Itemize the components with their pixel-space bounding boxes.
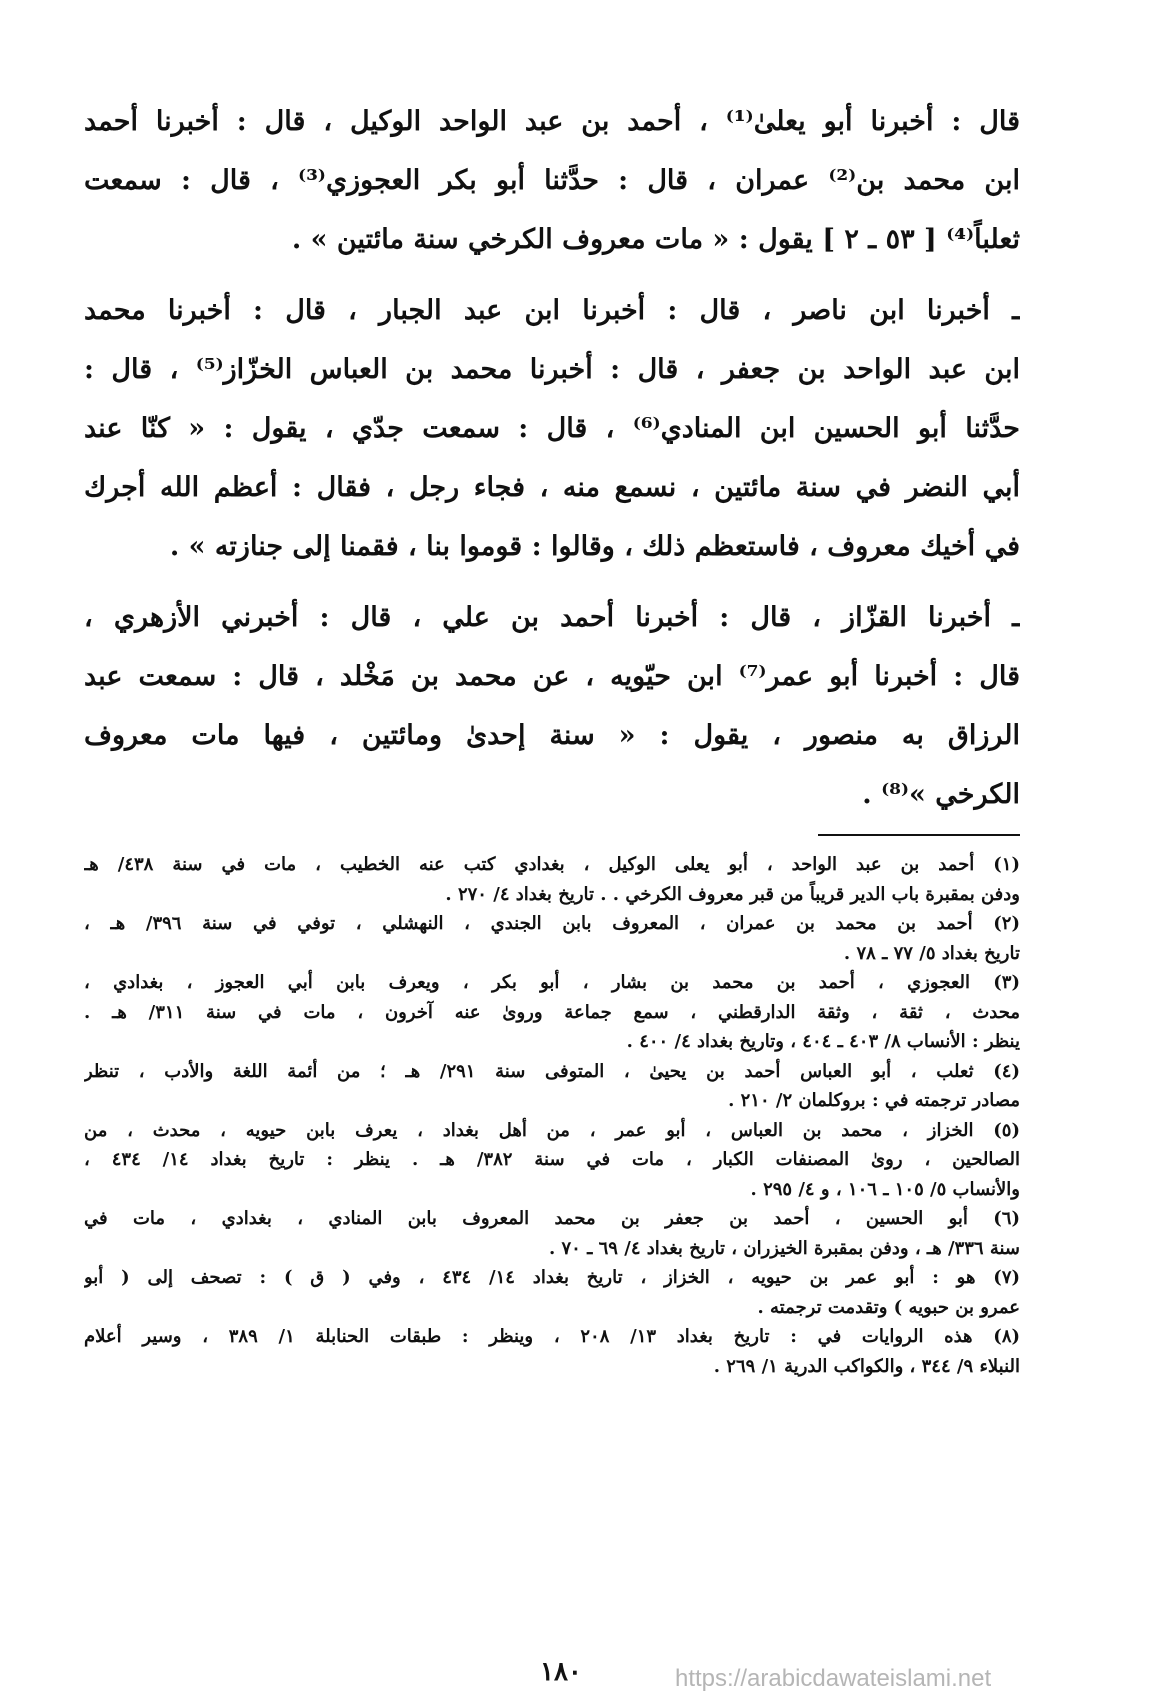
footnote-line: والأنساب ٥/ ١٠٥ ـ ١٠٦ ، و ٤/ ٢٩٥ .: [750, 1178, 1020, 1200]
text-line: قال : أخبرنا أبو يعلىٰ⁽¹⁾ ، أحمد بن عبد الواحد الوكيل ، قال : أخبرنا أحمد: [84, 106, 1020, 137]
footnote-line: عمرو بن حبويه ) وتقدمت ترجمته .: [757, 1296, 1020, 1318]
footnote-line: (٣) العجوزي ، أحمد بن محمد بن بشار ، أبو بكر ، ويعرف بابن أبي العجوز ، بغدادي ،: [84, 972, 1020, 993]
text-line: الكرخي »⁽⁸⁾ .: [862, 779, 1020, 810]
footnote-line: (٢) أحمد بن محمد بن عمران ، المعروف بابن الجندي ، النهشلي ، توفي في سنة ٣٩٦/ هـ ،: [84, 913, 1020, 934]
footnote-line: الصالحين ، روىٰ المصنفات الكبار ، مات في سنة ٣٨٢/ هـ . ينظر : تاريخ بغداد ١٤/ ٤٣٤ ،: [84, 1149, 1020, 1170]
footnote-line: مصادر ترجمته في : بروكلمان ٢/ ٢١٠ .: [728, 1090, 1020, 1111]
footnote-line: (٨) هذه الروايات في : تاريخ بغداد ١٣/ ٢٠٨ ، وينظر : طبقات الحنابلة ١/ ٣٨٩ ، وسير أعلام: [84, 1326, 1020, 1347]
footnotes: [84, 850, 1020, 1381]
watermark-url: https://arabicdawateislami.net: [675, 1665, 992, 1692]
text-line: ـ أخبرنا ابن ناصر ، قال : أخبرنا ابن عبد الجبار ، قال : أخبرنا محمد: [84, 295, 1020, 326]
footnote-line: سنة ٣٣٦/ هـ ، ودفن بمقبرة الخيزران ، تاريخ بغداد ٤/ ٦٩ ـ ٧٠ .: [548, 1237, 1020, 1259]
footnote-line: (٤) ثعلب ، أبو العباس أحمد بن يحيىٰ ، المتوفى سنة ٢٩١/ هـ ؛ من أئمة اللغة والأدب ، تنظر: [84, 1060, 1020, 1082]
main-text: [84, 92, 1020, 824]
footnote-line: ودفن بمقبرة باب الدير قريباً من قبر معروف الكرخي . . تاريخ بغداد ٤/ ٢٧٠ .: [445, 883, 1020, 905]
footnote-line: محدث ، ثقة ، وثقة الدارقطني ، سمع جماعة وروىٰ عنه آخرون ، مات في سنة ٣١١/ هـ .: [84, 1001, 1020, 1023]
footnote-divider: [818, 834, 1020, 836]
footnote-line: (٦) أبو الحسين ، أحمد بن جعفر بن محمد المعروف بابن المنادي ، بغدادي ، مات في: [84, 1208, 1020, 1229]
text-line: في أخيك معروف ، فاستعظم ذلك ، وقالوا : قوموا بنا ، فقمنا إلى جنازته » .: [169, 531, 1020, 562]
text-line: قال : أخبرنا أبو عمر⁽⁷⁾ ابن حيّويه ، عن محمد بن مَخْلد ، قال : سمعت عبد: [84, 661, 1020, 692]
text-line: حدَّثنا أبو الحسين ابن المنادي⁽⁶⁾ ، قال : سمعت جدّي ، يقول : « كنّا عند: [84, 413, 1020, 444]
text-line: الرزاق به منصور ، يقول : « سنة إحدىٰ ومائتين ، فيها مات معروف: [84, 720, 1020, 751]
footnote-line: ينظر : الأنساب ٨/ ٤٠٣ ـ ٤٠٤ ، وتاريخ بغداد ٤/ ٤٠٠ .: [626, 1031, 1020, 1052]
footnote-line: (٧) هو : أبو عمر بن حيويه ، الخزاز ، تاريخ بغداد ١٤/ ٤٣٤ ، وفي ( ق ) : تصحف إلى ( أبو: [84, 1267, 1020, 1288]
text-line: ابن محمد بن⁽²⁾ عمران ، قال : حدَّثنا أبو بكر العجوزي⁽³⁾ ، قال : سمعت: [84, 165, 1020, 196]
text-line: ثعلباً⁽⁴⁾ [ ٥٣ ـ ٢ ] يقول : « مات معروف الكرخي سنة مائتين » .: [291, 224, 1020, 255]
text-line: ابن عبد الواحد بن جعفر ، قال : أخبرنا محمد بن العباس الخزّاز⁽⁵⁾ ، قال :: [84, 354, 1020, 385]
footnote-line: تاريخ بغداد ٥/ ٧٧ ـ ٧٨ .: [843, 942, 1020, 964]
footnote-line: (٥) الخزاز ، محمد بن العباس ، أبو عمر ، من أهل بغداد ، يعرف بابن حيويه ، محدث ، من: [84, 1119, 1020, 1141]
text-line: أبي النضر في سنة مائتين ، نسمع منه ، فجاء رجل ، فقال : أعظم الله أجرك: [84, 472, 1020, 503]
footnote-line: النبلاء ٩/ ٣٤٤ ، والكواكب الدرية ١/ ٢٦٩ .: [713, 1355, 1020, 1377]
footnote-line: (١) أحمد بن عبد الواحد ، أبو يعلى الوكيل ، بغدادي كتب عنه الخطيب ، مات في سنة ٤٣٨/ هـ: [84, 854, 1020, 875]
text-line: ـ أخبرنا القزّاز ، قال : أخبرنا أحمد بن علي ، قال : أخبرني الأزهري ،: [84, 602, 1020, 633]
page-number: ١٨٠: [540, 1657, 582, 1687]
